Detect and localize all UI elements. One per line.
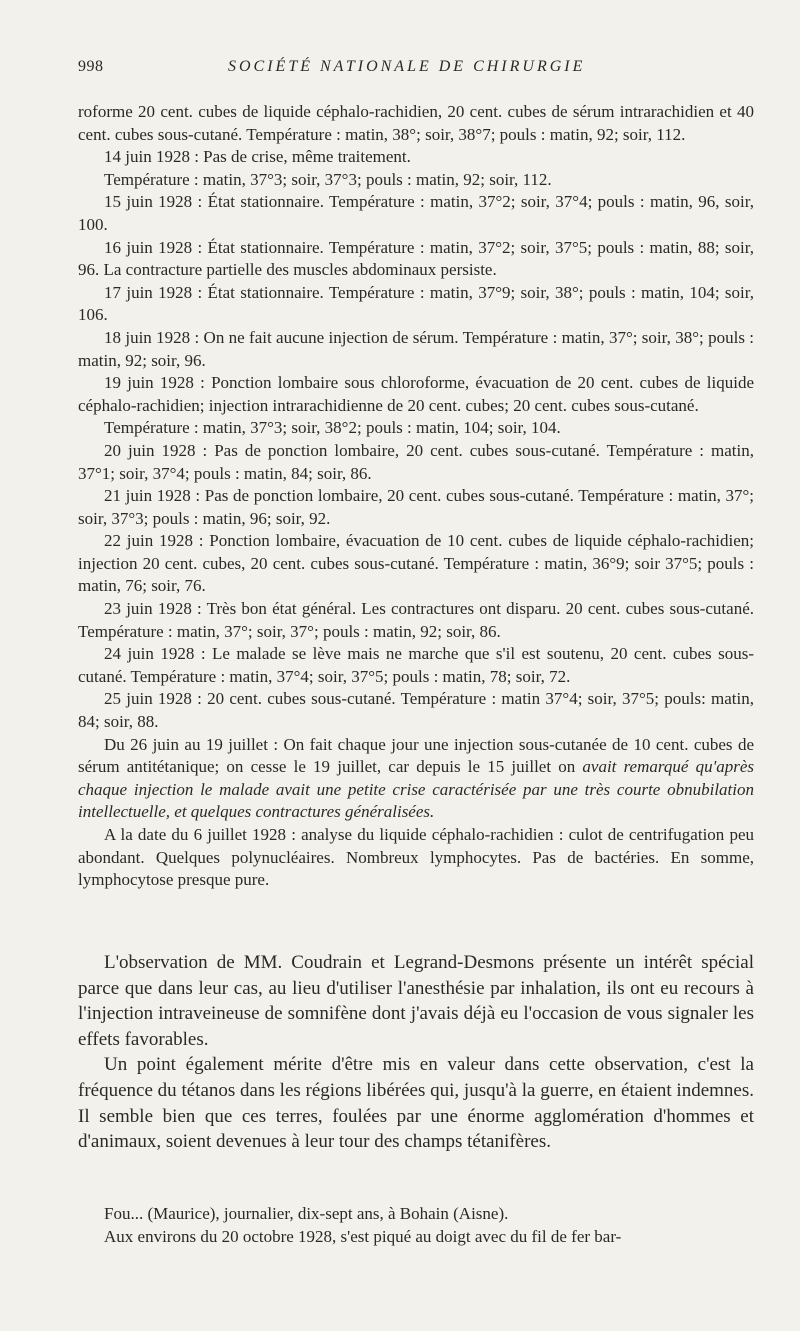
july-italic-text: avait remarqué qu'après chaque injection le malade avait une petite crise caractérisée par une très courte obnubilation intellectuelle, et quelques contractures généralisées. [78, 757, 754, 822]
case-paragraph: Fou... (Maurice), journalier, dix-sept ans, à Bohain (Aisne). [104, 1204, 509, 1223]
case-paragraph: Aux environs du 20 octobre 1928, s'est piqué au doigt avec du fil de fer bar- [104, 1226, 622, 1246]
july-plain-text: Du 26 juin au 19 juillet : On fait chaque jour une injection sous-cutanée de 10 cent. cubes de sérum antitétanique; on cesse le 19 juillet, car depuis le 15 juillet on [78, 734, 754, 777]
commentary-paragraph: L'observation de MM. Coudrain et Legrand-Desmons présente un intérêt spécial parce que dans leur cas, au lieu d'utiliser l'anesthésie par inhalation, ils ont eu recours à l'injection intraveineuse de somnifène dont j'avais déjà eu l'occasion de vous signaler les effets favorables. [78, 952, 754, 1050]
commentary-section [78, 950, 754, 1155]
running-title: SOCIÉTÉ NATIONALE DE CHIRURGIE [228, 58, 586, 75]
observation-paragraph: roforme 20 cent. cubes de liquide céphalo-rachidien, 20 cent. cubes de sérum intrarachidien et 40 cent. cubes sous-cutané. Température : matin, 38°; soir, 38°7; pouls : matin, 92; soir, 112. [78, 102, 754, 144]
observation-paragraph: 24 juin 1928 : Le malade se lève mais ne marche que s'il est soutenu, 20 cent. cubes sous-cutané. Température : matin, 37°4; soir, 37°5; pouls : matin, 78; soir, 72. [78, 644, 754, 686]
analysis-paragraph: A la date du 6 juillet 1928 : analyse du liquide céphalo-rachidien : culot de centrifugation peu abondant. Quelques polynucléaires. Nombreux lymphocytes. Pas de bactéries. En somme, lymphocytose presque pure. [78, 825, 754, 890]
page-header [78, 58, 754, 82]
observation-paragraph: 20 juin 1928 : Pas de ponction lombaire, 20 cent. cubes sous-cutané. Température : matin, 37°1; soir, 37°4; pouls : matin, 84; soir, 86. [78, 440, 754, 483]
observation-paragraph: 14 juin 1928 : Pas de crise, même traitement. [104, 147, 411, 167]
observation-paragraph: 19 juin 1928 : Ponction lombaire sous chloroforme, évacuation de 20 cent. cubes de liquide céphalo-rachidien; injection intrarachidienne de 20 cent. cubes; 20 cent. cubes sous-cutané. [78, 373, 754, 415]
observation-paragraph: 17 juin 1928 : État stationnaire. Température : matin, 37°9; soir, 38°; pouls : matin, 104; soir, 106. [78, 282, 754, 325]
page-number: 998 [78, 58, 104, 75]
observation-paragraph: 25 juin 1928 : 20 cent. cubes sous-cutané. Température : matin 37°4; soir, 37°5; pouls: matin, 84; soir, 88. [78, 689, 754, 732]
observation-paragraph: 16 juin 1928 : État stationnaire. Température : matin, 37°2; soir, 37°5; pouls : matin, 88; soir, 96. La contracture partielle des muscles abdominaux persiste. [78, 237, 754, 280]
observation-paragraph: Température : matin, 37°3; soir, 38°2; pouls : matin, 104; soir, 104. [104, 418, 561, 438]
observation-paragraph: 18 juin 1928 : On ne fait aucune injection de sérum. Température : matin, 37°; soir, 38°; pouls : matin, 92; soir, 96. [78, 327, 754, 370]
observation-paragraph: 22 juin 1928 : Ponction lombaire, évacuation de 10 cent. cubes de liquide céphalo-rachidien; injection 20 cent. cubes, 20 cent. cubes sous-cutané. Température : matin, 36°9; soir 37°5; pouls : matin, 76; soir, 76. [78, 531, 754, 596]
case-section [78, 1203, 754, 1248]
commentary-paragraph: Un point également mérite d'être mis en valeur dans cette observation, c'est la fréquence du tétanos dans les régions libérées qui, jusqu'à la guerre, en étaient indemnes. Il semble bien que ces terres, foulées par une énorme agglomération d'hommes et d'animaux, soient devenues à leur tour des champs tétanifères. [78, 1054, 754, 1153]
observation-paragraph: 23 juin 1928 : Très bon état général. Les contractures ont disparu. 20 cent. cubes sous-cutané. Température : matin, 37°; soir, 37°; pouls : matin, 92; soir, 86. [78, 599, 754, 641]
observation-paragraph: Température : matin, 37°3; soir, 37°3; pouls : matin, 92; soir, 112. [104, 169, 552, 189]
observation-paragraph: 15 juin 1928 : État stationnaire. Température : matin, 37°2; soir, 37°4; pouls : matin, 96, soir, 100. [78, 192, 754, 234]
july-paragraph [78, 734, 754, 824]
observation-section [78, 101, 754, 892]
observation-paragraph: 21 juin 1928 : Pas de ponction lombaire, 20 cent. cubes sous-cutané. Température : matin, 37°; soir, 37°3; pouls : matin, 96; soir, 92. [78, 486, 754, 528]
